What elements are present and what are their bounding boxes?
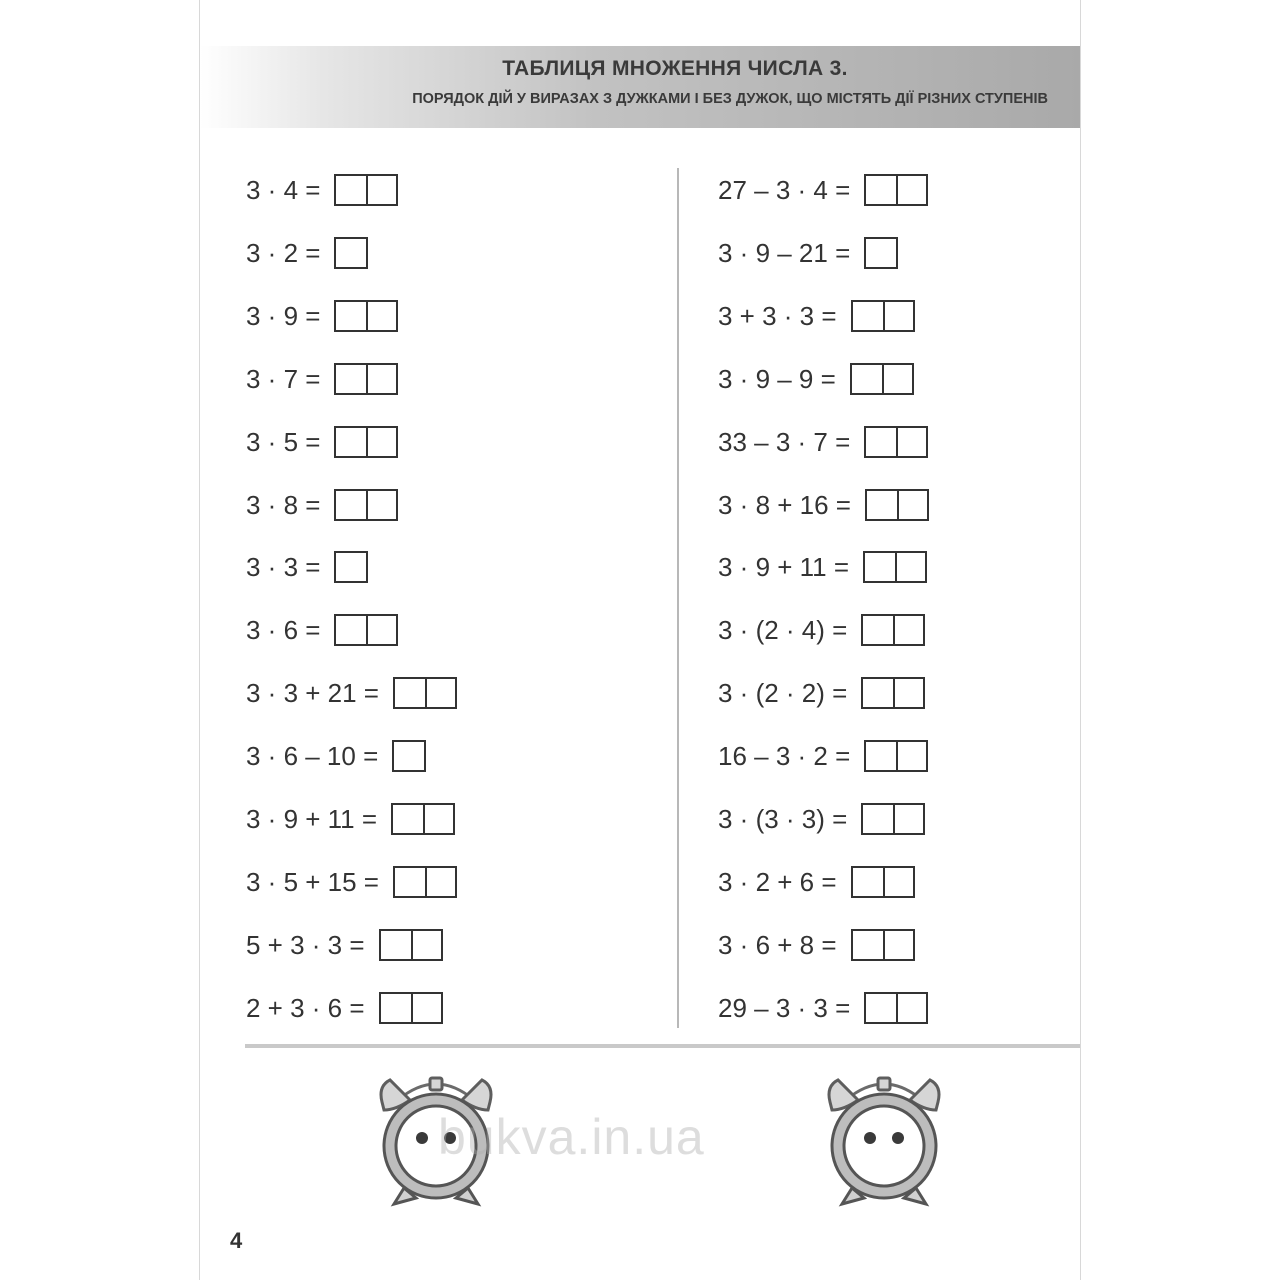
exercise-expression: 3 · 5 =: [246, 426, 321, 457]
answer-cell[interactable]: [895, 553, 925, 581]
exercise-expression: 3 · 3 =: [246, 551, 321, 582]
exercise-row: [246, 865, 457, 899]
answer-cell[interactable]: [866, 994, 896, 1022]
exercise-row: [246, 173, 398, 207]
exercise-expression: 3 · 6 + 8 =: [718, 929, 837, 960]
exercise-expression: 29 – 3 · 3 =: [718, 992, 851, 1023]
answer-cell[interactable]: [381, 931, 411, 959]
exercise-expression: 5 + 3 · 3 =: [246, 929, 365, 960]
answer-cell[interactable]: [336, 491, 366, 519]
exercise-expression: 3 + 3 · 3 =: [718, 300, 837, 331]
answer-cell[interactable]: [866, 239, 896, 267]
answer-box[interactable]: [334, 300, 398, 332]
answer-cell[interactable]: [366, 302, 396, 330]
answer-cell[interactable]: [866, 428, 896, 456]
exercise-row: [718, 739, 928, 773]
exercise-row: [246, 991, 443, 1025]
exercise-row: [718, 362, 914, 396]
exercise-expression: 3 · 9 – 21 =: [718, 237, 851, 268]
answer-cell[interactable]: [366, 491, 396, 519]
answer-cell[interactable]: [896, 176, 926, 204]
answer-cell[interactable]: [893, 616, 923, 644]
answer-cell[interactable]: [425, 679, 455, 707]
answer-cell[interactable]: [411, 931, 441, 959]
answer-box[interactable]: [334, 363, 398, 395]
answer-cell[interactable]: [863, 679, 893, 707]
exercise-row: [246, 739, 426, 773]
answer-box[interactable]: [861, 677, 925, 709]
exercise-row: [246, 550, 368, 584]
exercise-expression: 33 – 3 · 7 =: [718, 426, 851, 457]
answer-cell[interactable]: [336, 553, 366, 581]
exercise-expression: 3 · (2 · 2) =: [718, 677, 848, 708]
column-divider: [677, 168, 679, 1028]
answer-cell[interactable]: [883, 302, 913, 330]
exercise-expression: 3 · 5 + 15 =: [246, 866, 379, 897]
exercise-expression: 3 · (3 · 3) =: [718, 803, 848, 834]
answer-box[interactable]: [864, 992, 928, 1024]
exercise-row: [246, 362, 398, 396]
answer-box[interactable]: [391, 803, 455, 835]
exercise-expression: 3 · 8 + 16 =: [718, 489, 851, 520]
page-number: 4: [230, 1228, 243, 1253]
answer-cell[interactable]: [852, 365, 882, 393]
exercise-expression: 3 · 9 + 11 =: [246, 803, 378, 834]
page-title: ТАБЛИЦЯ МНОЖЕННЯ ЧИСЛА 3.: [502, 57, 848, 80]
exercise-expression: 3 · 4 =: [246, 174, 321, 205]
answer-box[interactable]: [850, 363, 914, 395]
answer-box[interactable]: [334, 174, 398, 206]
exercise-expression: 3 · 6 – 10 =: [246, 740, 379, 771]
exercise-row: [718, 928, 915, 962]
exercise-expression: 3 · 3 + 21 =: [246, 677, 379, 708]
exercise-row: [718, 299, 915, 333]
exercise-row: [718, 676, 925, 710]
exercise-expression: 3 · (2 · 4) =: [718, 614, 848, 645]
section-divider: [245, 1044, 1080, 1048]
answer-box[interactable]: [864, 426, 928, 458]
answer-box[interactable]: [861, 803, 925, 835]
answer-box[interactable]: [851, 929, 915, 961]
answer-box[interactable]: [334, 551, 368, 583]
answer-cell[interactable]: [393, 805, 423, 833]
answer-cell[interactable]: [366, 428, 396, 456]
answer-box[interactable]: [334, 426, 398, 458]
answer-cell[interactable]: [882, 365, 912, 393]
answer-cell[interactable]: [883, 931, 913, 959]
exercise-expression: 16 – 3 · 2 =: [718, 740, 851, 771]
exercise-row: [718, 613, 925, 647]
answer-box[interactable]: [393, 866, 457, 898]
answer-box[interactable]: [861, 614, 925, 646]
answer-cell[interactable]: [897, 491, 927, 519]
answer-box[interactable]: [334, 614, 398, 646]
exercise-expression: 3 · 2 =: [246, 237, 321, 268]
answer-cell[interactable]: [896, 428, 926, 456]
answer-box[interactable]: [393, 677, 457, 709]
exercise-expression: 3 · 7 =: [246, 363, 321, 394]
answer-cell[interactable]: [896, 994, 926, 1022]
exercise-row: [246, 928, 443, 962]
exercise-expression: 3 · 8 =: [246, 489, 321, 520]
alarm-clock-icon: [824, 1062, 944, 1208]
answer-cell[interactable]: [865, 553, 895, 581]
exercise-row: [246, 299, 398, 333]
exercise-row: [246, 425, 398, 459]
answer-box[interactable]: [379, 929, 443, 961]
answer-box[interactable]: [379, 992, 443, 1024]
answer-cell[interactable]: [866, 742, 896, 770]
exercise-expression: 3 · 2 + 6 =: [718, 866, 837, 897]
answer-box[interactable]: [392, 740, 426, 772]
exercise-row: [718, 991, 928, 1025]
answer-cell[interactable]: [896, 742, 926, 770]
answer-box[interactable]: [851, 866, 915, 898]
answer-box[interactable]: [334, 489, 398, 521]
exercise-row: [718, 488, 929, 522]
exercise-expression: 27 – 3 · 4 =: [718, 174, 851, 205]
answer-box[interactable]: [864, 740, 928, 772]
answer-cell[interactable]: [366, 365, 396, 393]
exercise-row: [246, 236, 368, 270]
page-subtitle: ПОРЯДОК ДІЙ У ВИРАЗАХ З ДУЖКАМИ І БЕЗ ДУЖОК, ЩО МІСТЯТЬ ДІЇ РІЗНИХ СТУПЕНІВ: [412, 91, 1048, 107]
answer-cell[interactable]: [336, 365, 366, 393]
exercise-row: [718, 173, 928, 207]
answer-cell[interactable]: [853, 868, 883, 896]
answer-cell[interactable]: [883, 868, 913, 896]
answer-cell[interactable]: [423, 805, 453, 833]
exercise-row: [718, 236, 898, 270]
exercise-expression: 3 · 9 – 9 =: [718, 363, 836, 394]
answer-box[interactable]: [864, 237, 898, 269]
answer-cell[interactable]: [336, 239, 366, 267]
answer-cell[interactable]: [425, 868, 455, 896]
answer-cell[interactable]: [336, 428, 366, 456]
exercise-row: [246, 613, 398, 647]
answer-cell[interactable]: [866, 176, 896, 204]
answer-cell[interactable]: [336, 302, 366, 330]
exercise-row: [246, 802, 455, 836]
answer-box[interactable]: [851, 300, 915, 332]
answer-cell[interactable]: [853, 302, 883, 330]
answer-cell[interactable]: [381, 994, 411, 1022]
exercise-row: [246, 676, 457, 710]
answer-cell[interactable]: [893, 805, 923, 833]
answer-cell[interactable]: [411, 994, 441, 1022]
answer-box[interactable]: [865, 489, 929, 521]
answer-box[interactable]: [864, 174, 928, 206]
exercise-row: [718, 865, 915, 899]
answer-cell[interactable]: [394, 742, 424, 770]
answer-cell[interactable]: [395, 679, 425, 707]
exercise-row: [718, 802, 925, 836]
exercise-row: [718, 550, 927, 584]
answer-cell[interactable]: [863, 616, 893, 644]
exercise-row: [246, 488, 398, 522]
answer-cell[interactable]: [366, 176, 396, 204]
answer-cell[interactable]: [336, 176, 366, 204]
answer-box[interactable]: [863, 551, 927, 583]
exercise-expression: 3 · 9 =: [246, 300, 321, 331]
exercise-expression: 3 · 6 =: [246, 614, 321, 645]
exercise-row: [718, 425, 928, 459]
answer-box[interactable]: [334, 237, 368, 269]
answer-cell[interactable]: [853, 931, 883, 959]
answer-cell[interactable]: [366, 616, 396, 644]
exercise-expression: 3 · 9 + 11 =: [718, 551, 850, 582]
answer-cell[interactable]: [863, 805, 893, 833]
answer-cell[interactable]: [395, 868, 425, 896]
answer-cell[interactable]: [336, 616, 366, 644]
exercise-expression: 2 + 3 · 6 =: [246, 992, 365, 1023]
answer-cell[interactable]: [867, 491, 897, 519]
watermark: bukva.in.ua: [438, 1109, 705, 1165]
answer-cell[interactable]: [893, 679, 923, 707]
